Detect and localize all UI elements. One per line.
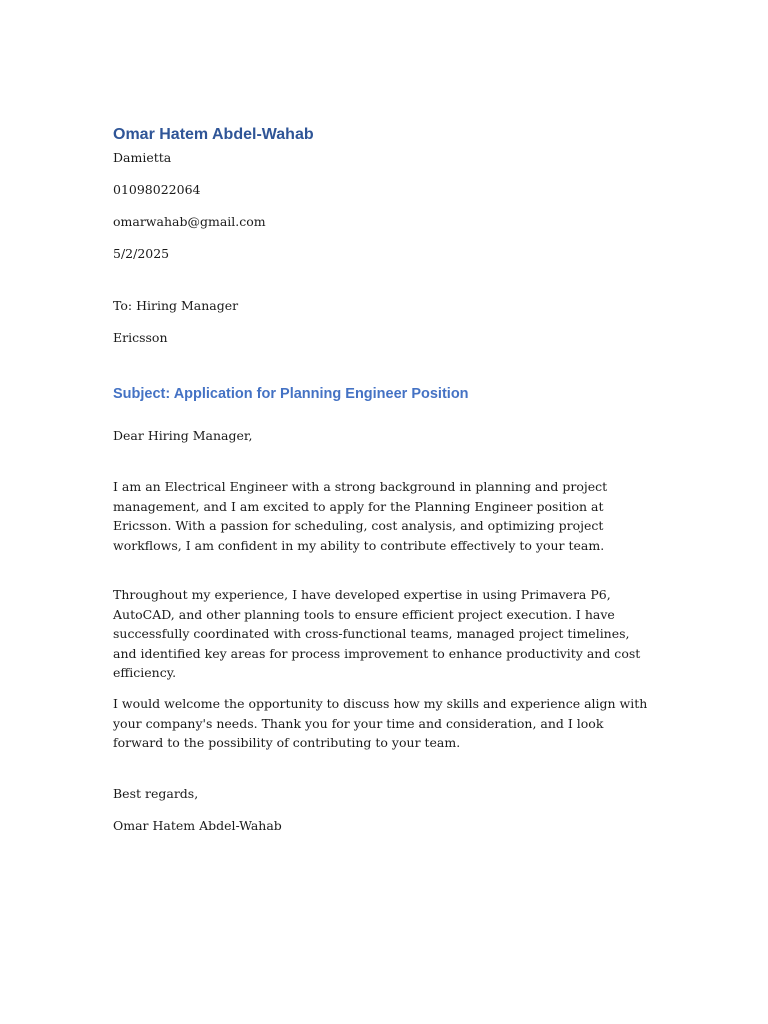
recipient-company: Ericsson bbox=[113, 330, 168, 345]
recipient-line: To: Hiring Manager bbox=[113, 298, 239, 313]
sender-name-heading: Omar Hatem Abdel-Wahab bbox=[113, 126, 314, 143]
closing: Best regards, bbox=[113, 786, 199, 801]
body-paragraph-2: Throughout my experience, I have developed expertise in using Primavera P6, AutoCAD, and other planning tools to ensure efficient project execution. I have successfully coordinated with cross-functional teams, managed project timelines, and identified key areas for process improvement to enhance productivity and cost efficiency. bbox=[113, 587, 641, 680]
body-paragraph-1: I am an Electrical Engineer with a strong background in planning and project management, and I am excited to apply for the Planning Engineer position at Ericsson. With a passion for scheduling, cost analysis, and optimizing project workflows, I am confident in my ability to contribute effectively to your team. bbox=[113, 479, 608, 553]
subject-line: Subject: Application for Planning Engineer Position bbox=[113, 386, 469, 402]
sender-email: omarwahab@gmail.com bbox=[113, 214, 266, 229]
sender-phone: 01098022064 bbox=[113, 182, 201, 197]
salutation: Dear Hiring Manager, bbox=[113, 428, 253, 443]
letter-date: 5/2/2025 bbox=[113, 246, 170, 261]
signature: Omar Hatem Abdel-Wahab bbox=[113, 818, 282, 833]
sender-city: Damietta bbox=[113, 150, 172, 165]
body-paragraph-3: I would welcome the opportunity to discuss how my skills and experience align with your company's needs. Thank you for your time and consideration, and I look forward to the possibility of contributing to your team. bbox=[113, 696, 648, 750]
